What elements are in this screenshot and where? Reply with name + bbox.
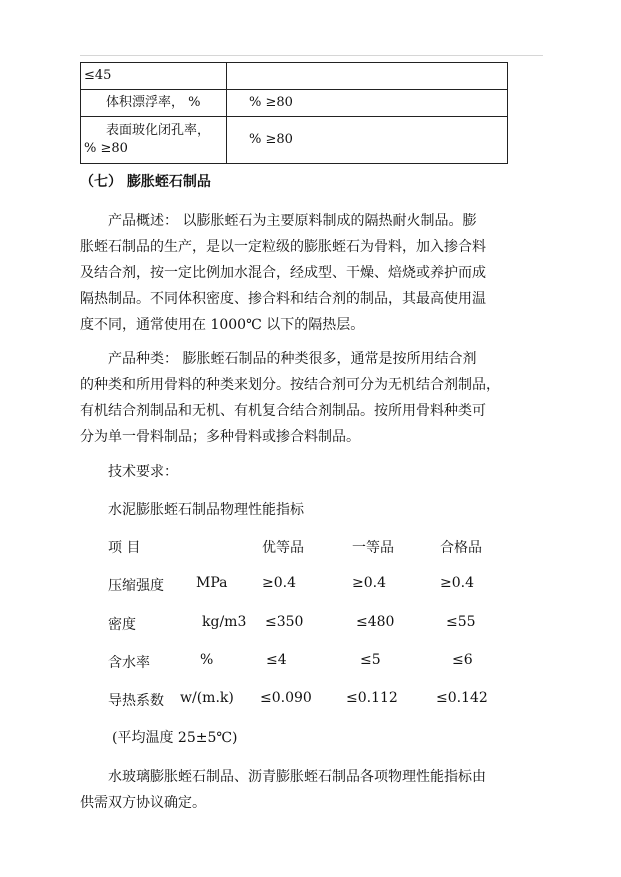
- spec-grade-b: ≥0.4: [352, 575, 386, 591]
- spec-name: 密度: [108, 617, 136, 633]
- paragraph-line: 产品概述： 以膨胀蛭石为主要原料制成的隔热耐火制品。膨: [108, 213, 477, 229]
- cell-text: 表面玻化闭孔率，: [106, 123, 211, 138]
- spec-unit: MPa: [196, 575, 228, 591]
- spec-name: 含水率: [108, 655, 150, 671]
- spec-title: 水泥膨胀蛭石制品物理性能指标: [108, 502, 304, 518]
- spec-grade-b: ≤480: [356, 614, 395, 630]
- spec-unit: %: [200, 652, 214, 668]
- table-cell: [81, 90, 227, 117]
- table-row: [81, 90, 508, 117]
- paragraph-line: 有机结合剂制品和无机、有机复合结合剂制品。按所用骨料种类可: [80, 403, 486, 419]
- spec-unit: kg/m3: [202, 614, 247, 630]
- spec-name: 导热系数: [108, 693, 164, 709]
- spec-grade-c: ≤55: [446, 614, 476, 630]
- spec-unit: w/(m.k): [180, 690, 234, 706]
- paragraph-line: 及结合剂，按一定比例加水混合，经成型、干燥、焙烧或养护而成: [80, 265, 486, 281]
- table-row: [81, 117, 508, 164]
- table-cell: ≤45: [81, 63, 227, 90]
- paragraph-line: 度不同，通常使用在 1000℃ 以下的隔热层。: [80, 317, 365, 333]
- paragraph-line: 的种类和所用骨料的种类来划分。按结合剂可分为无机结合剂制品，: [80, 377, 500, 393]
- paragraph-line: 供需双方协议确定。: [80, 795, 206, 811]
- spec-grade-a: ≤350: [265, 614, 304, 630]
- average-temperature-note: (平均温度 25±5℃): [112, 730, 238, 746]
- spec-grade-a: ≤0.090: [260, 690, 312, 706]
- table-row: [81, 63, 508, 90]
- spec-grade-b: ≤0.112: [346, 690, 398, 706]
- cell-text: 体积漂浮率， %: [106, 95, 201, 110]
- paragraph-line: 胀蛭石制品的生产，是以一定粒级的膨胀蛭石为骨料，加入掺合料: [80, 239, 486, 255]
- table-cell: % ≥80: [227, 117, 508, 164]
- paragraph-line: 产品种类： 膨胀蛭石制品的种类很多，通常是按所用结合剂: [108, 351, 477, 367]
- spec-name: 压缩强度: [108, 578, 164, 594]
- spec-grade-c: ≤0.142: [436, 690, 488, 706]
- tech-requirements-label: 技术要求：: [108, 464, 178, 480]
- spec-table: [80, 62, 508, 164]
- spec-grade-a: ≥0.4: [262, 575, 296, 591]
- spec-grade-a: 优等品: [262, 540, 304, 556]
- spec-name: 项 目: [108, 540, 141, 556]
- spec-grade-b: 一等品: [352, 540, 394, 556]
- paragraph-line: 分为单一骨料制品；多种骨料或掺合料制品。: [80, 429, 360, 445]
- spec-grade-c: 合格品: [440, 540, 482, 556]
- spec-grade-c: ≤6: [452, 652, 473, 668]
- paragraph-line: 水玻璃膨胀蛭石制品、沥青膨胀蛭石制品各项物理性能指标由: [108, 769, 486, 785]
- paragraph-line: 隔热制品。不同体积密度、掺合料和结合剂的制品，其最高使用温: [80, 291, 486, 307]
- section-heading: （七） 膨胀蛭石制品: [80, 174, 211, 190]
- page-top-rule: [80, 55, 543, 56]
- table-cell: [227, 63, 508, 90]
- table-cell: % ≥80: [227, 90, 508, 117]
- cell-text: % ≥80: [84, 141, 128, 156]
- spec-grade-c: ≥0.4: [440, 575, 474, 591]
- spec-grade-b: ≤5: [360, 652, 381, 668]
- spec-grade-a: ≤4: [266, 652, 287, 668]
- table-cell: [81, 117, 227, 164]
